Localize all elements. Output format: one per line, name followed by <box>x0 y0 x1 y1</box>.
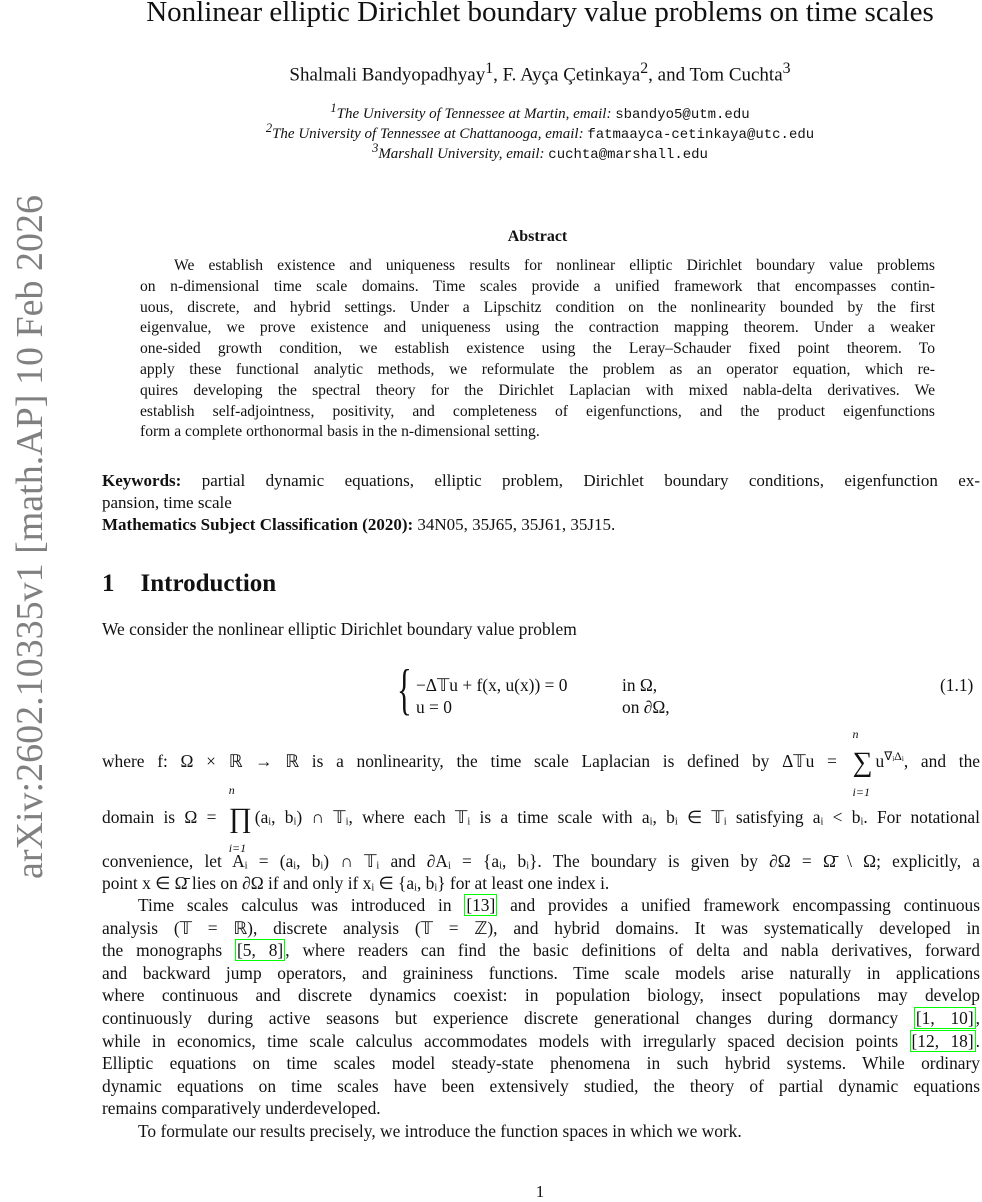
text-line <box>140 403 935 424</box>
text: one-sided growth condition, we establish existence using the Leray–Schauder fixed point theorem. To <box>140 340 935 358</box>
text: the monographs <box>102 940 235 961</box>
keywords-text: pansion, time scale <box>102 493 232 512</box>
text-line <box>140 361 935 382</box>
math-line <box>102 727 980 799</box>
paragraph-text: We consider the nonlinear elliptic Dirichlet boundary value problem <box>102 619 577 639</box>
text: and provides a unified framework encompassing continuous <box>497 895 980 915</box>
text: analysis (𝕋 = ℝ), discrete analysis (𝕋 = ℤ), and hybrid domains. It was systematically developed in <box>102 917 980 938</box>
affiliation <box>100 101 980 123</box>
text: uous, discrete, and hybrid settings. Under a Lipschitz condition on the nonlinearity bounded by the first <box>140 298 935 316</box>
affil-number: 3 <box>372 141 379 155</box>
separator: , <box>493 64 503 86</box>
author-name: F. Ayça Çetinkaya <box>502 64 641 86</box>
paragraph-text: To formulate our results precisely, we introduce the function spaces in which we work. <box>138 1121 742 1141</box>
text: (aᵢ, bᵢ) ∩ 𝕋ᵢ, where each 𝕋ᵢ is a time scale with aᵢ, bᵢ ∈ 𝕋ᵢ satisfying aᵢ < bᵢ. For notational <box>254 807 980 827</box>
text: Time scales calculus was introduced in <box>138 895 465 915</box>
text: on n-dimensional time scale domains. Time scales provide a unified framework that encompasses contin- <box>140 277 935 295</box>
affil-number: 1 <box>330 101 337 115</box>
text-line <box>140 423 935 444</box>
text-line <box>140 340 935 361</box>
product-operator <box>228 783 252 855</box>
text-line <box>102 1008 980 1031</box>
sum-symbol: ∑ <box>852 747 873 778</box>
prod-lower: i=1 <box>228 841 247 855</box>
text: and backward jump operators, and graininess functions. Time scale models arise naturally in applications <box>102 962 980 983</box>
math-line <box>102 873 980 896</box>
msc <box>102 515 980 535</box>
text-line <box>102 1098 980 1121</box>
text: where continuous and discrete dynamics coexist: in population biology, insect populations may develop <box>102 985 980 1006</box>
prod-upper: n <box>228 783 235 797</box>
section-number: 1 <box>102 570 115 597</box>
text: remains comparatively underdeveloped. <box>102 1098 381 1119</box>
text-line <box>102 1053 980 1076</box>
text: dynamic equations on time scales have been extensively studied, the theory of partial dynamic equations <box>102 1075 980 1096</box>
equation-row-1-lhs: −Δ𝕋u + f(x, u(x)) = 0 <box>416 675 568 695</box>
section-heading <box>102 570 276 598</box>
page-number: 1 <box>535 1182 545 1201</box>
text-line <box>102 963 980 986</box>
author-affil-mark: 1 <box>485 60 494 77</box>
equation-brace: { <box>397 659 412 721</box>
affiliation <box>100 121 980 143</box>
text: u <box>875 751 885 771</box>
abstract-body <box>140 257 935 444</box>
text: domain is Ω = <box>102 807 217 827</box>
text: establish self-adjointness, positivity, and completeness of eigenfunctions, and the product eigenfunctions <box>140 402 935 420</box>
affil-email[interactable]: sbandyo5@utm.edu <box>615 107 750 123</box>
citation-link[interactable]: [5, 8] <box>237 940 284 961</box>
text-line <box>140 278 935 299</box>
author-name: Shalmali Bandyopadhyay <box>289 64 486 86</box>
math-line <box>102 783 980 855</box>
keywords-text: partial dynamic equations, elliptic problem, Dirichlet boundary conditions, eigenfunction ex- <box>181 471 980 490</box>
equation-row-1-rhs: in Ω, <box>622 675 658 695</box>
equation-row-2-lhs: u = 0 <box>416 697 452 717</box>
text: continuously during active seasons but experience discrete generational changes during dormancy <box>102 1007 914 1028</box>
text: while in economics, time scale calculus accommodates models with irregularly spaced decision points <box>102 1030 910 1051</box>
text-line <box>102 1076 980 1099</box>
text: convenience, let Aᵢ = (aᵢ, bᵢ) ∩ 𝕋ᵢ and ∂Aᵢ = {aᵢ, bᵢ}. The boundary is given by ∂Ω = Ω̄ \ Ω; explicitly, a <box>102 851 980 871</box>
author-affil-mark: 2 <box>640 60 649 77</box>
text-line <box>102 1031 980 1054</box>
sum-operator <box>852 727 873 799</box>
text: We establish existence and uniqueness results for nonlinear elliptic Dirichlet boundary value problems <box>174 257 935 274</box>
msc-label: Mathematics Subject Classification (2020): <box>102 515 414 534</box>
keywords-cont <box>102 493 980 513</box>
text: Elliptic equations on time scales model steady-state phenomena in such hybrid systems. While ordinary <box>102 1053 980 1074</box>
equation-row-2-rhs: on ∂Ω, <box>622 697 670 717</box>
text-line <box>140 319 935 340</box>
citation-link[interactable]: [12, 18] <box>911 1030 974 1051</box>
text: , <box>975 1007 980 1028</box>
affil-text: The University of Tennessee at Chattanooga, email: <box>272 126 588 142</box>
affil-text: Marshall University, email: <box>378 146 549 162</box>
text: eigenvalue, we prove existence and uniqueness using the contraction mapping theorem. Under a weaker <box>140 319 935 337</box>
text: form a complete orthonormal basis in the n-dimensional setting. <box>140 423 540 441</box>
arxiv-stamp: arXiv:2602.10335v1 [math.AP] 10 Feb 2026 <box>9 195 51 879</box>
text-line <box>102 895 980 918</box>
section-title: Introduction <box>140 570 277 597</box>
sum-lower: i=1 <box>852 785 870 799</box>
affiliation <box>100 141 980 163</box>
affil-email[interactable]: cuchta@marshall.edu <box>548 147 708 163</box>
text: , where readers can find the basic definitions of delta and nabla derivatives, forward <box>285 940 981 961</box>
text-line <box>140 257 935 278</box>
affil-text: The University of Tennessee at Martin, email: <box>336 106 616 122</box>
msc-value: 34N05, 35J65, 35J61, 35J15. <box>413 515 616 534</box>
math-line <box>102 851 980 874</box>
text: . <box>975 1030 980 1051</box>
author-list <box>100 60 980 86</box>
sum-upper: n <box>852 727 859 741</box>
text-line <box>102 940 980 963</box>
author-affil-mark: 3 <box>782 60 791 77</box>
citation-link[interactable]: [1, 10] <box>915 1007 974 1028</box>
text: , and the <box>903 751 980 771</box>
paper-title: Nonlinear elliptic Dirichlet boundary value problems on time scales <box>146 0 934 28</box>
affil-email[interactable]: fatmaayca-cetinkaya@utc.edu <box>587 127 815 143</box>
intro-paragraph <box>102 619 980 640</box>
intro-paragraph <box>102 895 980 1121</box>
text: where f: Ω × ℝ → ℝ is a nonlinearity, the time scale Laplacian is defined by Δ𝕋u = <box>102 751 837 771</box>
text-line <box>102 985 980 1008</box>
text: point x ∈ Ω̄ lies on ∂Ω if and only if xᵢ ∈ {aᵢ, bᵢ} for at least one index i. <box>102 873 610 893</box>
abstract-heading: Abstract <box>507 228 568 245</box>
text-line <box>140 299 935 320</box>
intro-paragraph <box>102 1121 980 1144</box>
keywords <box>102 471 980 491</box>
equation-number: (1.1) <box>940 675 974 695</box>
citation-link[interactable]: [13] <box>466 895 496 915</box>
text-line <box>102 918 980 941</box>
author-name: Tom Cuchta <box>689 64 783 86</box>
affil-number: 2 <box>265 121 273 135</box>
superscript: ∇ᵢΔᵢ <box>884 749 904 764</box>
text-line <box>140 382 935 403</box>
prod-symbol: ∏ <box>228 803 252 834</box>
text: apply these functional analytic methods, we reformulate the problem as an operator equation, which re- <box>140 360 935 378</box>
text: quires developing the spectral theory for the Dirichlet Laplacian with mixed nabla-delta derivatives. We <box>140 381 935 399</box>
keywords-label: Keywords: <box>102 471 182 490</box>
separator: , and <box>648 64 690 86</box>
